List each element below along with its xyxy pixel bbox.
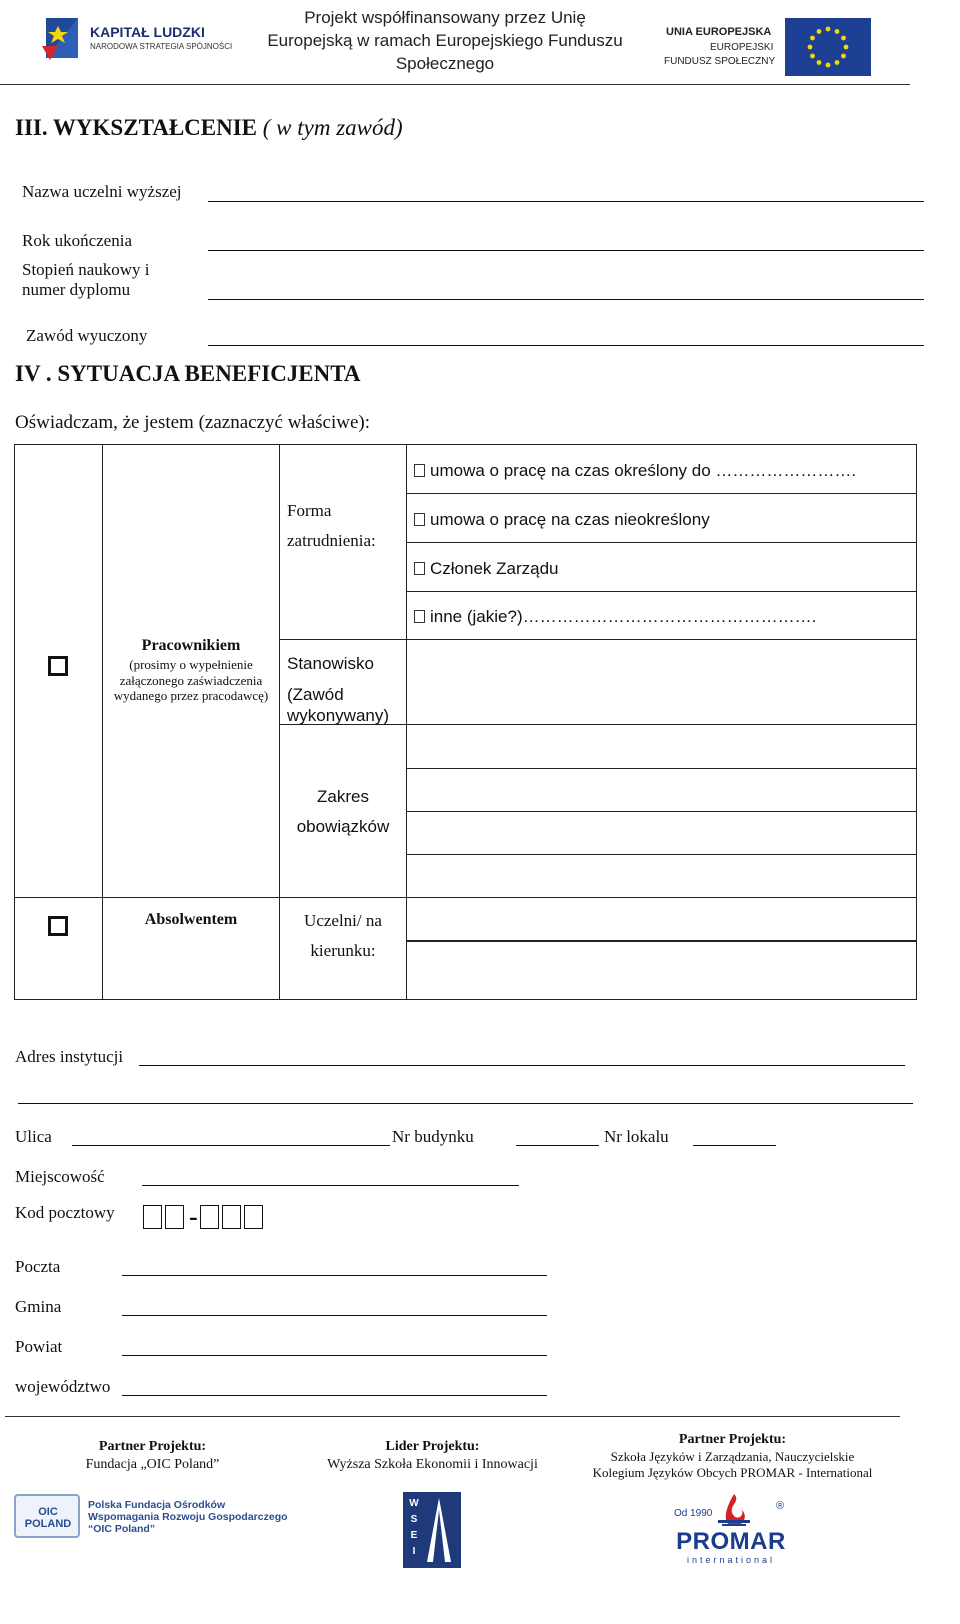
footer-leader-title: Lider Projektu: — [385, 1439, 480, 1454]
option-board-member-checkbox[interactable] — [414, 562, 425, 575]
post-office-label: Poczta — [15, 1257, 61, 1276]
oic-logo-line-2: Wspomagania Rozwoju Gospodarczego — [88, 1511, 288, 1523]
option-board-member-label: Członek Zarządu — [430, 559, 559, 578]
table-hline-6 — [406, 724, 917, 725]
promar-flame-icon — [716, 1492, 752, 1528]
eu-logo-line-1: UNIA EUROPEJSKA — [666, 26, 772, 38]
table-vline-1 — [102, 444, 103, 1000]
post-office-input[interactable] — [122, 1262, 547, 1276]
option-board-member[interactable] — [414, 559, 559, 579]
employment-form-label-1: Forma — [287, 501, 332, 520]
graduation-year-input[interactable] — [208, 237, 924, 251]
postal-box-1[interactable] — [143, 1205, 162, 1229]
footer-partner-2-name-1: Szkoła Języków i Zarządzania, Nauczycielskie — [610, 1449, 855, 1464]
postal-separator: - — [189, 1202, 198, 1231]
footer-partner-1-name: Fundacja „OIC Poland” — [85, 1457, 220, 1472]
footer-leader — [300, 1438, 565, 1474]
option-other[interactable] — [414, 607, 816, 627]
option-other-label: inne (jakie?)……………………………………………. — [430, 607, 817, 626]
unit-label: Nr lokalu — [604, 1127, 669, 1146]
wsei-logo — [403, 1492, 461, 1568]
university-input[interactable] — [208, 188, 924, 202]
duties-label-2: obowiązków — [296, 817, 390, 836]
wsei-letter-e: E — [410, 1530, 418, 1541]
footer-partner-2 — [575, 1431, 890, 1481]
duties-input[interactable] — [408, 726, 916, 896]
institution-address-input-2[interactable] — [18, 1090, 913, 1104]
header-line-1: Projekt współfinansowany przez Unię — [304, 8, 586, 27]
oic-logo-line-1: Polska Fundacja Ośrodków — [88, 1499, 226, 1511]
wsei-letter-s: S — [410, 1514, 418, 1525]
option-fixed-term-label: umowa o pracę na czas określony do ……………………. — [430, 461, 857, 480]
kapital-ludzki-subtitle: NARODOWA STRATEGIA SPÓJNOŚCI — [90, 42, 233, 51]
wsei-letters — [407, 1496, 421, 1560]
street-label: Ulica — [15, 1127, 52, 1146]
unit-input[interactable] — [693, 1132, 776, 1146]
eu-flag-icon — [785, 18, 871, 76]
county-label: Powiat — [15, 1337, 63, 1356]
graduate-field-label-1: Uczelni/ na — [304, 911, 382, 930]
table-vline-3 — [406, 444, 407, 1000]
wsei-letter-w: W — [409, 1498, 419, 1509]
institution-address-input[interactable] — [139, 1052, 905, 1066]
municipality-label: Gmina — [15, 1297, 62, 1316]
street-input[interactable] — [72, 1132, 390, 1146]
wsei-letter-i: I — [412, 1546, 416, 1557]
option-other-checkbox[interactable] — [414, 610, 425, 623]
option-indefinite[interactable] — [414, 510, 710, 530]
footer-divider — [5, 1416, 900, 1417]
institution-address-label: Adres instytucji — [15, 1047, 124, 1066]
table-hline-2 — [406, 542, 917, 543]
duties-label-1: Zakres — [317, 787, 369, 806]
position-label-1: Stanowisko — [287, 654, 374, 673]
promar-sub: international — [686, 1555, 776, 1565]
oic-logo-short: OIC POLAND — [24, 1506, 72, 1530]
graduate-label: Absolwentem — [144, 911, 238, 928]
oic-logo-line-3: “OIC Poland” — [88, 1523, 156, 1535]
section4-title: IV . SYTUACJA BENEFICJENTA — [15, 361, 361, 386]
employee-label: Pracownikiem — [141, 637, 241, 654]
option-indefinite-checkbox[interactable] — [414, 513, 425, 526]
header-line-2: Europejską w ramach Europejskiego Funduszu — [267, 31, 623, 50]
footer-partner-1 — [50, 1438, 255, 1474]
profession-input[interactable] — [208, 332, 924, 346]
section3-title — [15, 115, 403, 141]
wsei-spire-icon — [421, 1496, 457, 1564]
table-hline-10 — [14, 897, 917, 898]
option-indefinite-label: umowa o pracę na czas nieokreślony — [430, 510, 710, 529]
postal-box-3[interactable] — [200, 1205, 219, 1229]
kapital-ludzki-title: KAPITAŁ LUDZKI — [90, 24, 205, 40]
table-hline-1 — [406, 493, 917, 494]
promar-since: Od 1990 — [674, 1508, 713, 1519]
municipality-input[interactable] — [122, 1302, 547, 1316]
university-label: Nazwa uczelni wyższej — [22, 182, 182, 201]
promar-reg: ® — [776, 1500, 785, 1512]
position-input[interactable] — [408, 641, 916, 723]
kapital-ludzki-logo — [40, 10, 233, 66]
profession-label: Zawód wyuczony — [26, 326, 148, 345]
eu-logo-line-2: EUROPEJSKI — [710, 42, 774, 53]
employee-checkbox[interactable] — [48, 656, 68, 676]
postal-box-5[interactable] — [244, 1205, 263, 1229]
city-input[interactable] — [142, 1172, 519, 1186]
promar-logo — [672, 1492, 792, 1567]
graduate-field-label-2: kierunku: — [310, 941, 376, 960]
county-input[interactable] — [122, 1342, 547, 1356]
employment-form-label-2: zatrudnienia: — [287, 531, 376, 550]
kapital-ludzki-icon — [40, 12, 84, 64]
footer-partner-2-name-2: Kolegium Języków Obcych PROMAR - International — [592, 1465, 873, 1480]
postal-code-label: Kod pocztowy — [15, 1203, 115, 1222]
header-line-3: Społecznego — [395, 54, 495, 73]
footer-leader-name: Wyższa Szkoła Ekonomii i Innowacji — [327, 1457, 538, 1472]
header-divider — [0, 84, 910, 85]
eu-logo — [660, 18, 880, 78]
postal-code-boxes[interactable] — [143, 1202, 266, 1232]
graduate-checkbox[interactable] — [48, 916, 68, 936]
postal-box-2[interactable] — [165, 1205, 184, 1229]
city-label: Miejscowość — [15, 1167, 105, 1186]
employee-note: (prosimy o wypełnienie załączonego zaświadczenia wydanego przez pracodawcę) — [113, 657, 269, 703]
graduation-year-label: Rok ukończenia — [22, 231, 132, 250]
table-hline-3 — [406, 591, 917, 592]
footer-partner-2-title: Partner Projektu: — [678, 1432, 787, 1447]
section3-title-main: III. WYKSZTAŁCENIE — [15, 115, 258, 140]
degree-label: Stopień naukowy i numer dyplomu — [22, 260, 150, 299]
degree-input[interactable] — [208, 286, 924, 300]
option-fixed-term-checkbox[interactable] — [414, 464, 425, 477]
section4-statement: Oświadczam, że jestem (zaznaczyć właściwe): — [15, 412, 370, 433]
header-center-text — [255, 6, 635, 75]
voivodeship-input[interactable] — [122, 1382, 547, 1396]
promar-name: PROMAR — [676, 1528, 786, 1555]
building-label: Nr budynku — [392, 1127, 474, 1146]
position-label-2: (Zawód wykonywany) — [287, 685, 390, 725]
eu-logo-line-3: FUNDUSZ SPOŁECZNY — [664, 56, 776, 67]
postal-box-4[interactable] — [222, 1205, 241, 1229]
building-input[interactable] — [516, 1132, 599, 1146]
oic-poland-logo — [14, 1492, 294, 1542]
voivodeship-label: województwo — [15, 1377, 111, 1396]
table-hline-4 — [279, 639, 917, 640]
footer-partner-1-title: Partner Projektu: — [98, 1439, 207, 1454]
graduate-field-input[interactable] — [408, 899, 916, 999]
section3-title-italic: ( w tym zawód) — [262, 115, 403, 140]
option-fixed-term[interactable] — [414, 461, 856, 481]
